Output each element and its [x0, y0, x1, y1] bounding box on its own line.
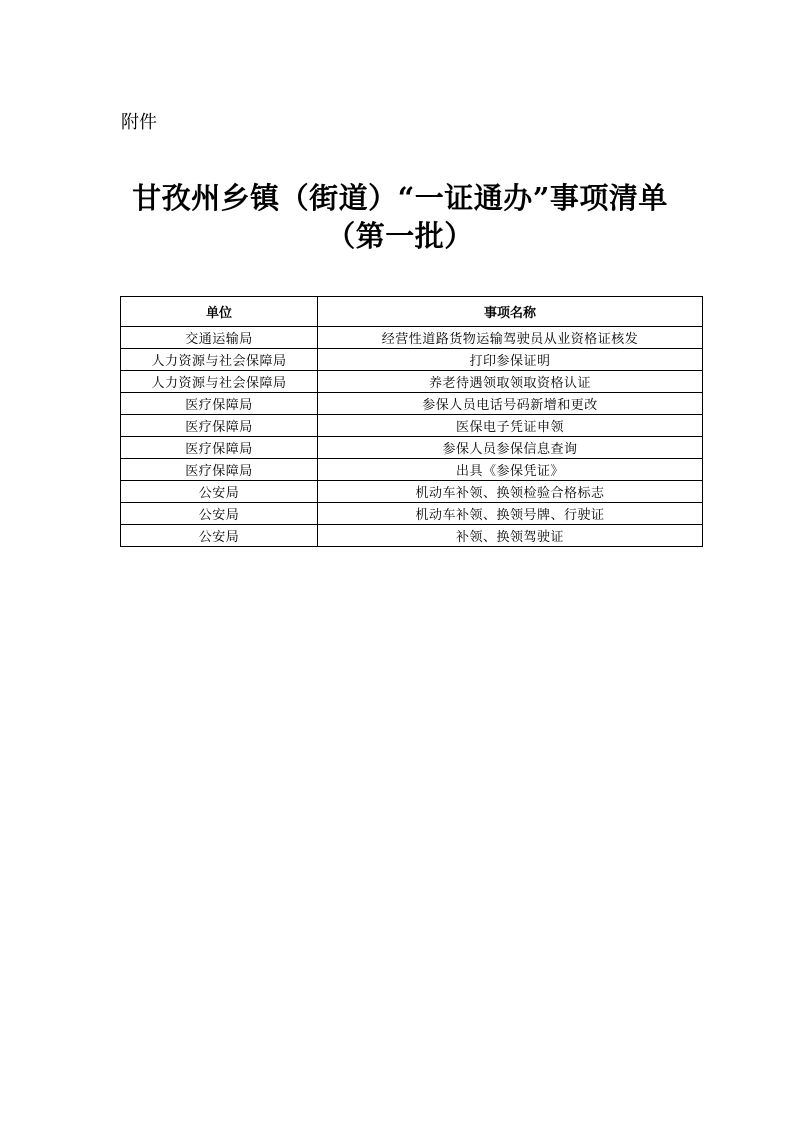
table-row — [121, 437, 703, 459]
header-item-name: 事项名称 — [318, 297, 703, 327]
table-row — [121, 371, 703, 393]
cell-unit: 医疗保障局 — [121, 415, 318, 437]
table-row — [121, 393, 703, 415]
cell-unit: 医疗保障局 — [121, 393, 318, 415]
table-row — [121, 459, 703, 481]
cell-item-name: 机动车补领、换领检验合格标志 — [318, 481, 703, 503]
cell-unit: 医疗保障局 — [121, 459, 318, 481]
cell-item-name: 养老待遇领取领取资格认证 — [318, 371, 703, 393]
table-row — [121, 327, 703, 349]
cell-unit: 公安局 — [121, 503, 318, 525]
table-row — [121, 349, 703, 371]
table-row — [121, 481, 703, 503]
cell-unit: 人力资源与社会保障局 — [121, 371, 318, 393]
cell-item-name: 打印参保证明 — [318, 349, 703, 371]
table-row — [121, 503, 703, 525]
document-title: 甘孜州乡镇（街道）“一证通办”事项清单 — [132, 181, 668, 215]
cell-unit: 公安局 — [121, 481, 318, 503]
cell-item-name: 机动车补领、换领号牌、行驶证 — [318, 503, 703, 525]
cell-unit: 交通运输局 — [121, 327, 318, 349]
table-row — [121, 415, 703, 437]
cell-unit: 公安局 — [121, 525, 318, 547]
table-row — [121, 525, 703, 547]
cell-unit: 医疗保障局 — [121, 437, 318, 459]
attachment-label: 附件 — [121, 112, 157, 133]
table-header-row — [121, 297, 703, 327]
cell-item-name: 医保电子凭证申领 — [318, 415, 703, 437]
document-subtitle: （第一批） — [326, 219, 474, 253]
cell-item-name: 参保人员参保信息查询 — [318, 437, 703, 459]
header-unit: 单位 — [121, 297, 318, 327]
items-table — [120, 296, 703, 547]
cell-unit: 人力资源与社会保障局 — [121, 349, 318, 371]
cell-item-name: 出具《参保凭证》 — [318, 459, 703, 481]
cell-item-name: 经营性道路货物运输驾驶员从业资格证核发 — [318, 327, 703, 349]
cell-item-name: 参保人员电话号码新增和更改 — [318, 393, 703, 415]
cell-item-name: 补领、换领驾驶证 — [318, 525, 703, 547]
